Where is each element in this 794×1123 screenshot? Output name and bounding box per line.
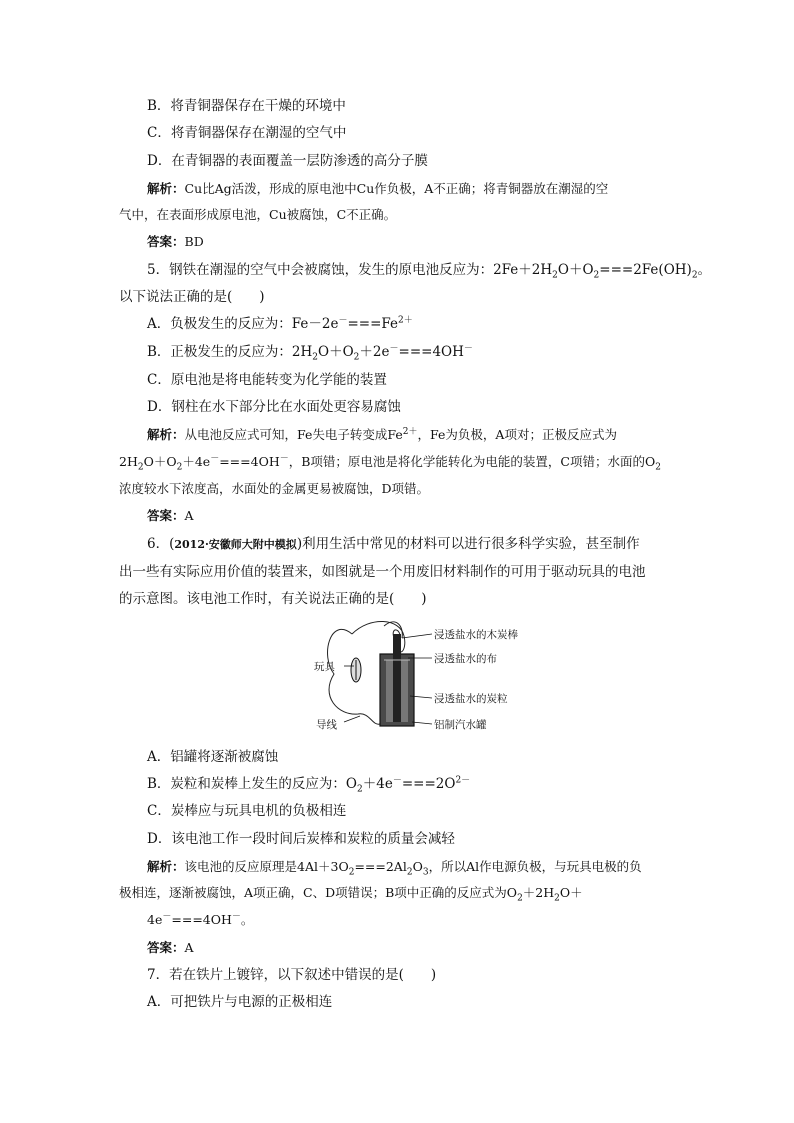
label-carbon-particles: 浸透盐水的炭粒 <box>434 693 508 705</box>
option-line: B．炭粒和炭棒上发生的反应为：$O_2+4e^-===2O^{2-}$ <box>147 775 471 795</box>
option-line: C．炭棒应与玩具电机的负极相连 <box>147 803 347 819</box>
option-line: A．负极发生的反应为：$Fe-2e^-===Fe^{2+}$ <box>147 315 413 332</box>
question-6-stem: 的示意图。该电池工作时，有关说法正确的是( ) <box>119 591 427 607</box>
option-line: A．可把铁片与电源的正极相连 <box>147 994 333 1010</box>
option-line: D．钢柱在水下部分比在水面处更容易腐蚀 <box>147 399 401 415</box>
analysis-line: 解析：从电池反应式可知，Fe失电子转变成$Fe^{2+}$，Fe为负极，A项对；正极反应式为 <box>147 426 617 442</box>
option-line: B．正极发生的反应为：$2H_2O+O_2+2e^-===4OH^-$ <box>147 343 473 363</box>
option-line: C．原电池是将电能转变为化学能的装置 <box>147 372 387 388</box>
option-line: C．将青铜器保存在潮湿的空气中 <box>147 125 347 141</box>
analysis-line: 解析：该电池的反应原理是$4Al+3O_2===2Al_2O_3$，所以Al作电源负极，与玩具电极的负 <box>147 859 642 878</box>
label-wire: 导线 <box>316 719 337 731</box>
analysis-line: 解析：Cu比Ag活泼，形成的原电池中Cu作负极，A不正确；将青铜器放在潮湿的空 <box>147 181 609 196</box>
analysis-line: 浓度较水下浓度高，水面处的金属更易被腐蚀，D项错。 <box>119 481 430 496</box>
answer-line: 答案：BD <box>147 234 204 249</box>
question-5-stem: 5．钢铁在潮湿的空气中会被腐蚀，发生的原电池反应为：$2Fe+2H_2O+O_2===2Fe(OH)_2$。 <box>147 262 712 281</box>
leader-can <box>412 722 432 724</box>
answer-line: 答案：A <box>147 508 194 523</box>
question-7-stem: 7．若在铁片上镀锌，以下叙述中错误的是( ) <box>147 967 437 983</box>
analysis-line: 极相连，逐渐被腐蚀，A项正确，C、D项错误；B项中正确的反应式为$O_2+2H_2O+$ <box>119 885 583 904</box>
option-line: A．铝罐将逐渐被腐蚀 <box>147 749 279 765</box>
analysis-line: 4e－===4OH－。 <box>147 911 254 927</box>
question-5-stem: 以下说法正确的是( ) <box>119 289 265 305</box>
analysis-line: $2H_2O+O_2+4e^-===4OH^-$，B项错；原电池是将化学能转化为电能的装置，C项错；水面的$O_2$ <box>119 453 661 473</box>
answer-line: 答案：A <box>147 940 194 955</box>
leader-rod <box>402 634 432 638</box>
battery-diagram <box>300 616 560 740</box>
option-line: B．将青铜器保存在干燥的环境中 <box>147 98 346 114</box>
label-carbon-rod: 浸透盐水的木炭棒 <box>434 629 518 641</box>
label-toy: 玩具 <box>314 661 335 673</box>
label-salt-cloth: 浸透盐水的布 <box>434 653 497 665</box>
question-6-stem: 出一些有实际应用价值的装置来，如图就是一个用废旧材料制作的可用于驱动玩具的电池 <box>119 564 646 580</box>
label-aluminum-can: 铝制汽水罐 <box>434 719 487 731</box>
question-6-stem: 6．(2012·安徽师大附中模拟)利用生活中常见的材料可以进行很多科学实验，甚至制作 <box>147 536 640 552</box>
carbon-rod <box>393 634 401 722</box>
leader-wire <box>344 716 360 722</box>
option-line: D．在青铜器的表面覆盖一层防渗透的高分子膜 <box>147 153 428 169</box>
option-line: D．该电池工作一段时间后炭棒和炭粒的质量会减轻 <box>147 831 455 847</box>
analysis-line: 气中，在表面形成原电池，Cu被腐蚀，C不正确。 <box>119 207 397 222</box>
